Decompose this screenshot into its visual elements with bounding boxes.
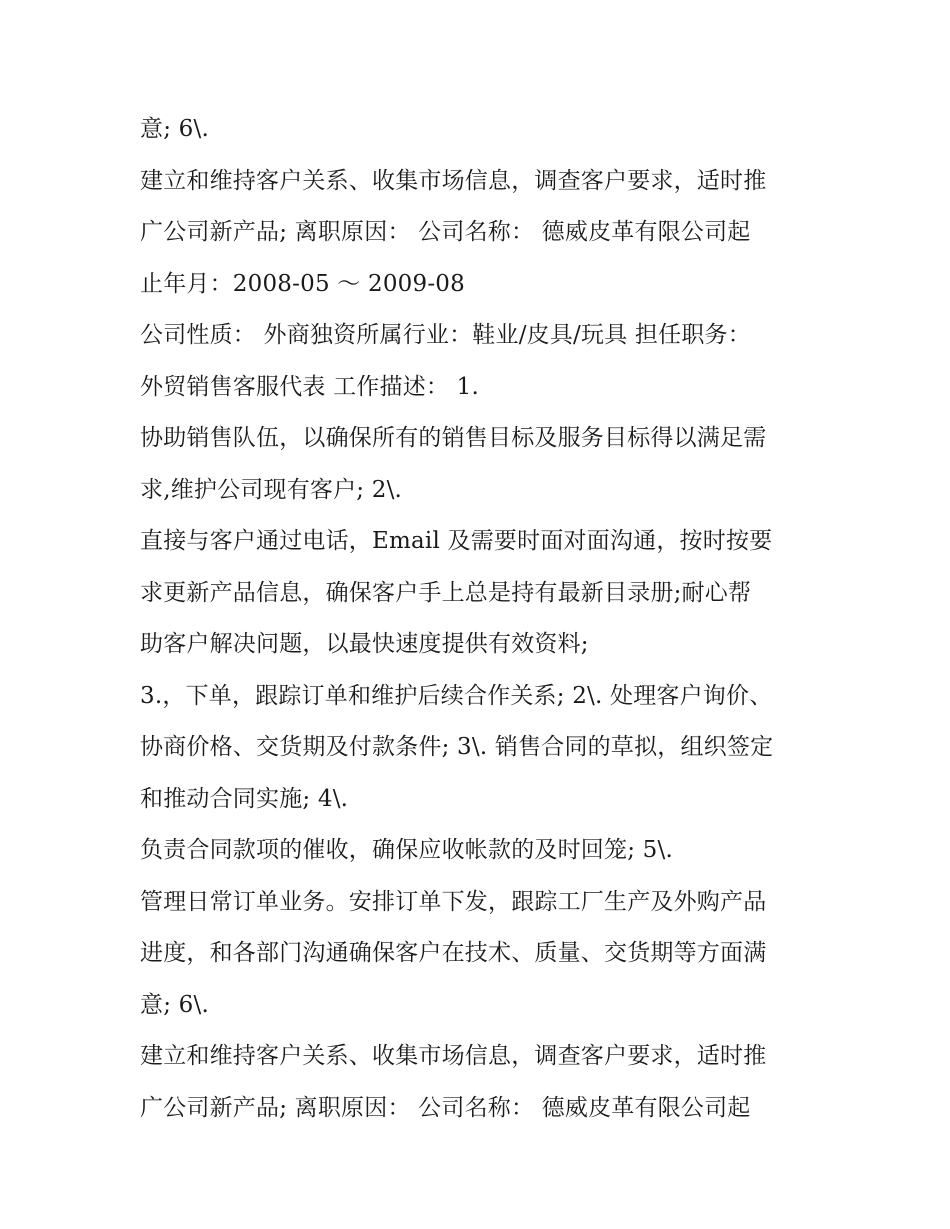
text-line: 和推动合同实施; 4\. xyxy=(140,785,349,812)
text-line: 进度，和各部门沟通确保客户在技术、质量、交货期等方面满 xyxy=(140,940,767,966)
text-line: 3.，下单，跟踪订单和维护后续合作关系; 2\. 处理客户询价、 xyxy=(140,682,773,709)
text-line: 求,维护公司现有客户; 2\. xyxy=(140,476,403,503)
text-line: 广公司新产品; 离职原因： 公司名称： 德威皮革有限公司起 xyxy=(140,1094,751,1121)
text-line: 助客户解决问题，以最快速度提供有效资料; xyxy=(140,631,589,657)
text-line: 意; 6\. xyxy=(140,991,209,1018)
text-line: 负责合同款项的催收，确保应收帐款的及时回笼; 5\. xyxy=(140,837,673,863)
text-line: 建立和维持客户关系、收集市场信息，调查客户要求，适时推 xyxy=(140,1043,767,1069)
text-line: 广公司新产品; 离职原因： 公司名称： 德威皮革有限公司起 xyxy=(140,219,751,245)
text-line: 协商价格、交货期及付款条件; 3\. 销售合同的草拟，组织签定 xyxy=(140,734,774,760)
text-line: 直接与客户通过电话，Email 及需要时面对面沟通，按时按要 xyxy=(140,528,773,554)
document-body xyxy=(140,104,830,1134)
text-line: 公司性质： 外商独资所属行业：鞋业/皮具/玩具 担任职务： xyxy=(140,322,751,348)
text-line: 意; 6\. xyxy=(140,116,209,142)
text-line: 管理日常订单业务。安排订单下发，跟踪工厂生产及外购产品 xyxy=(140,888,767,915)
text-line: 建立和维持客户关系、收集市场信息，调查客户要求，适时推 xyxy=(140,167,767,194)
text-line: 协助销售队伍，以确保所有的销售目标及服务目标得以满足需 xyxy=(140,425,767,451)
text-line: 外贸销售客服代表 工作描述： 1. xyxy=(140,373,479,400)
text-line: 止年月：2008-05 ～ 2009-08 xyxy=(140,270,465,297)
text-line: 求更新产品信息，确保客户手上总是持有最新目录册;耐心帮 xyxy=(140,579,752,606)
